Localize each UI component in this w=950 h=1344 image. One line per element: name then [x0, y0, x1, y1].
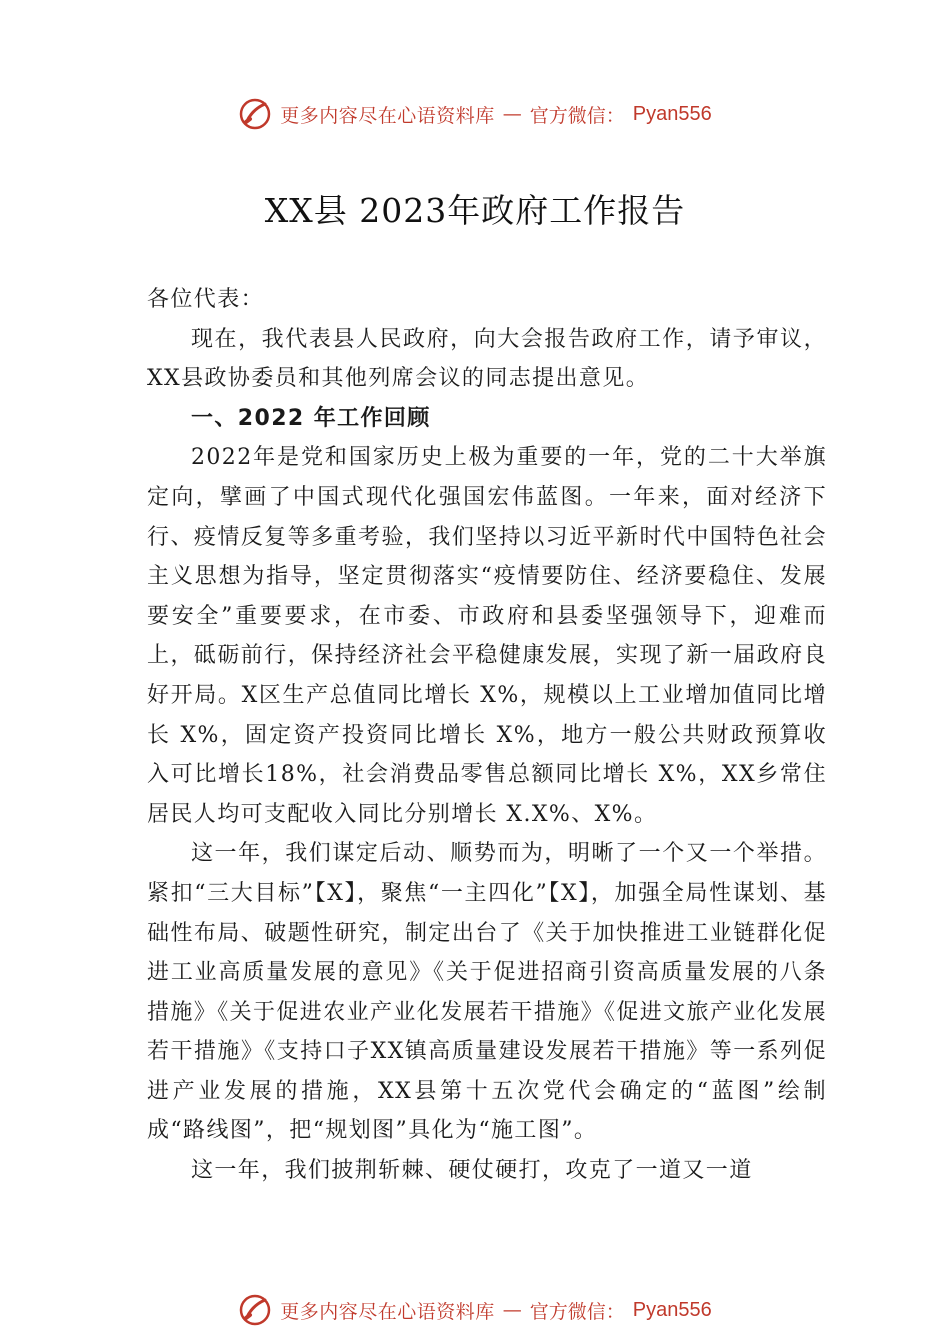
paragraph-3: 这一年，我们披荆斩棘、硬仗硬打，攻克了一道又一道 [191, 1158, 753, 1184]
watermark-text: 更多内容尽在心语资料库 [280, 104, 495, 127]
paragraph-2: 这一年，我们谋定后动、顺势而为，明晰了一个又一个举措。紧扣“三大目标”【X】，聚焦“一主四化”【X】，加强全局性谋划、基础性布局、破题性研究，制定出台了《关于加快推进工业链群化促进工业高质量发展的意见》《关于促进招商引资高质量发展的八条措施》《关于促进农业产业化发展若干措施》《促进文旅产业化发展若干措施》《支持口子XX镇高质量建设发展若干措施》等一系列促进产业发展的措施，XX县第十五次党代会确定的“蓝图”绘制成“路线图”，把“规划图”具化为“施工图”。 [147, 841, 828, 1144]
watermark-official-label: 官方微信： [529, 104, 625, 127]
watermark-wechat-id: Pyan556 [632, 1298, 712, 1321]
intro-paragraph: 现在，我代表县人民政府，向大会报告政府工作，请予审议，XX县政协委员和其他列席会议的同志提出意见。 [147, 326, 827, 392]
watermark-text: 更多内容尽在心语资料库 [280, 1300, 495, 1323]
salutation: 各位代表： [147, 287, 265, 312]
document-title: XX县 2023年政府工作报告 [264, 191, 686, 230]
watermark-wechat-id: Pyan556 [632, 102, 712, 125]
watermark-dash: — [502, 103, 522, 125]
document-body [147, 280, 827, 1191]
section-heading-1: 一、2022 年工作回顾 [191, 405, 431, 431]
watermark-official-label: 官方微信： [529, 1300, 625, 1323]
watermark-dash: — [502, 1299, 522, 1321]
paragraph-1: 2022年是党和国家历史上极为重要的一年，党的二十大举旗定向，擘画了中国式现代化强国宏伟蓝图。一年来，面对经济下行、疫情反复等多重考验，我们坚持以习近平新时代中国特色社会主义思想为指导，坚定贯彻落实“疫情要防住、经济要稳住、发展要安全”重要要求，在市委、市政府和县委坚强领导下，迎难而上，砥砺前行，保持经济社会平稳健康发展，实现了新一届政府良好开局。X区生产总值同比增长 X%，规模以上工业增加值同比增长 X%，固定资产投资同比增长 X%，地方一般公共财政预算收入可比增长18%，社会消费品零售总额同比增长 X%，XX乡常住居民人均可支配收入同比分别增长 X.X%、X%。 [147, 445, 827, 827]
brush-logo-icon [238, 1293, 272, 1327]
brush-logo-icon [238, 97, 272, 131]
header-watermark [0, 94, 950, 134]
footer-watermark [0, 1290, 950, 1330]
